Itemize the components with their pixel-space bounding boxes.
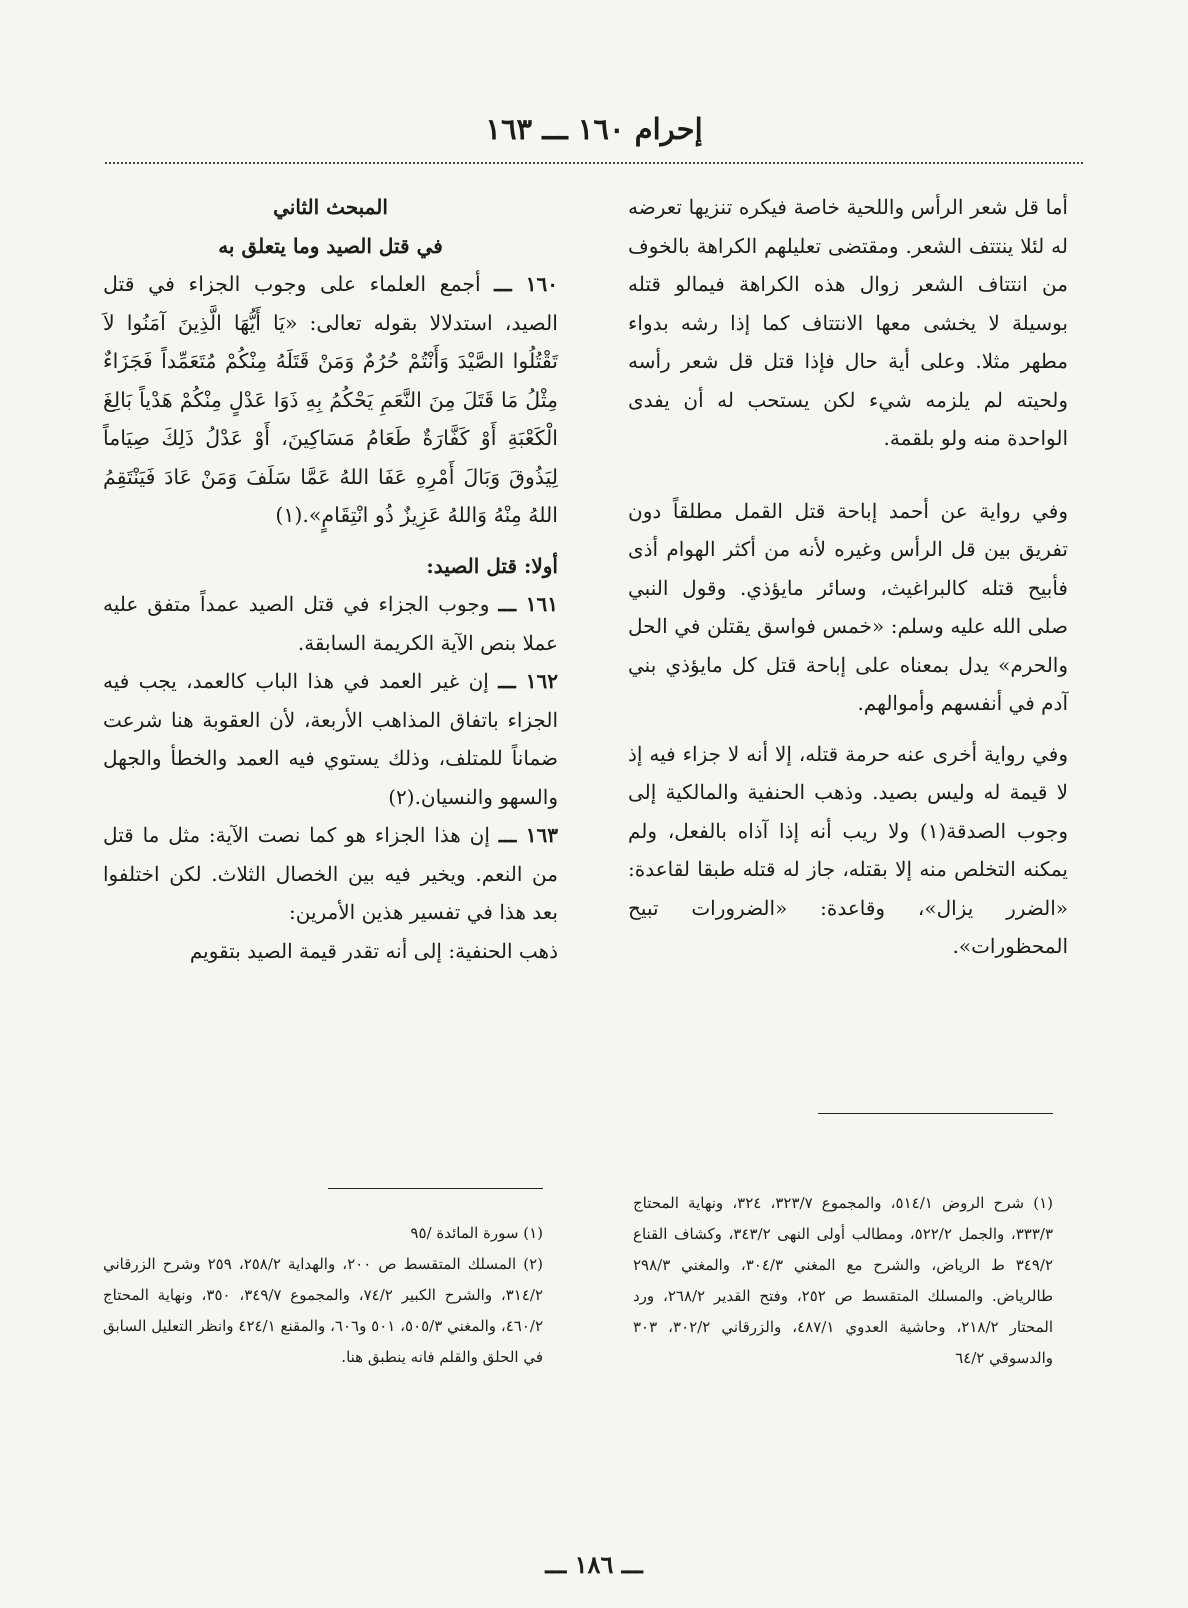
paragraph-161 bbox=[103, 585, 558, 662]
paragraph-number-163: ١٦٣ ـــ bbox=[498, 823, 558, 847]
running-header-title: إحرام ١٦٠ ـــ ١٦٣ bbox=[485, 112, 703, 146]
paragraph-162 bbox=[103, 662, 558, 816]
paragraph-text-163: إن هذا الجزاء هو كما نصت الآية: مثل ما قتل من النعم. ويخير فيه بين الخصال الثلاث. لكن اختلفوا بعد هذا في تفسير هذين الأمرين: bbox=[103, 823, 558, 924]
paragraph-text-162: إن غير العمد في هذا الباب كالعمد، يجب فيه الجزاء باتفاق المذاهب الأربعة، لأن العقوبة هنا شرعت ضماناً للمتلف، وذلك يستوي فيه العمد والخطأ والجهل والسهو والنسيان.(٢) bbox=[103, 669, 558, 809]
section-subheading: في قتل الصيد وما يتعلق به bbox=[218, 233, 443, 258]
right-column bbox=[628, 188, 1068, 966]
paragraph-text-160: أجمع العلماء على وجوب الجزاء في قتل الصيد، استدلالا بقوله تعالى: «يَا أَيُّهَا الَّذِينَ آمَنُوا لاَ تَقْتُلُوا الصَّيْدَ وَأَنْتُمْ حُرُمٌ وَمَنْ قَتَلَهُ مِنْكُمْ مُتَعَمِّداً فَجَزَاءٌ مِثْلُ مَا قَتَلَ مِنَ النَّعَمِ يَحْكُمُ بِهِ ذَوَا عَدْلٍ مِنْكُمْ هَدْياً بَالِغَ الْكَعْبَةِ أَوْ كَفَّارَةٌ طَعَامُ مَسَاكِينَ، أَوْ عَدْلُ ذَلِكَ صِيَاماً لِيَذُوقَ وَبَالَ أَمْرِهِ عَفَا اللهُ عَمَّا سَلَفَ وَمَنْ عَادَ فَيَنْتَقِمُ اللهُ مِنْهُ وَاللهُ عَزِيزٌ ذُو انْتِقَامٍ».(١) bbox=[103, 272, 558, 527]
paragraph-163 bbox=[103, 816, 558, 932]
paragraph-number-160: ١٦٠ ـــ bbox=[494, 272, 558, 296]
footnotes-left bbox=[103, 1218, 543, 1373]
left-column bbox=[103, 188, 558, 970]
footnote-1-left: (١) سورة المائدة /٩٥ bbox=[410, 1224, 543, 1242]
paragraph-spacer bbox=[628, 723, 1068, 735]
sub-heading-hunting: أولا: قتل الصيد: bbox=[426, 553, 558, 578]
footnote-divider-right bbox=[818, 1113, 1053, 1114]
paragraph-hanafi: ذهب الحنفية: إلى أنه تقدر قيمة الصيد بتقويم bbox=[189, 938, 558, 963]
paragraph-number-161: ١٦١ ـــ bbox=[498, 592, 559, 616]
paragraph-lice-ruling: أما قل شعر الرأس واللحية خاصة فيكره تنزيها تعرضه له لئلا ينتتف الشعر. ومقتضى تعليلهم الكراهة بالخوف من انتتاف الشعر زوال هذه الكراهة فيمالو قتله بوسيلة لا يخشى معها الانتتاف كما إذا رشه بدواء مطهر مثلا. وعلى أية حال فإذا قتل قل شعر رأسه ولحيته لم يلزمه شيء لكن يستحب له أن يفدى الواحدة منه ولو بلقمة. bbox=[628, 195, 1068, 450]
page-number: ـــ ١٨٦ ـــ bbox=[545, 1550, 643, 1579]
paragraph-text-161: وجوب الجزاء في قتل الصيد عمداً متفق عليه عملا بنص الآية الكريمة السابقة. bbox=[103, 592, 558, 655]
header-dotted-divider bbox=[105, 162, 1083, 164]
paragraph-spacer bbox=[628, 458, 1068, 492]
footnotes-right bbox=[633, 1188, 1053, 1374]
paragraph-spacer bbox=[103, 535, 558, 547]
paragraph-number-162: ١٦٢ ـــ bbox=[498, 669, 558, 693]
paragraph-other-narration: وفي رواية أخرى عنه حرمة قتله، إلا أنه لا جزاء فيه إذ لا قيمة له وليس بصيد. وذهب الحنفية والمالكية إلى وجوب الصدقة(١) ولا ريب أنه إذا آذاه بالفعل، ولم يمكنه التخلص منه إلا بقتله، جاز له قتله طبقا لقاعدة: «الضرر يزال»، وقاعدة: «الضرورات تبيح المحظورات». bbox=[628, 741, 1069, 958]
paragraph-ahmad-narration: وفي رواية عن أحمد إباحة قتل القمل مطلقاً دون تفريق بين قل الرأس وغيره لأنه من أكثر الهوام أذى فأبيح قتله كالبراغيث، وسائر مايؤذي. وقول النبي صلى الله عليه وسلم: «خمس فواسق يقتلن في الحل والحرم» يدل بمعناه على إباحة قتل كل مايؤذي بني آدم في أنفسهم وأموالهم. bbox=[628, 498, 1068, 715]
footnote-1-right: (١) شرح الروض ٥١٤/١، والمجموع ٣٢٣/٧، ٣٢٤، ونهاية المحتاج ٣٣٣/٣، والجمل ٥٢٢/٢، ومطالب أولى النهى ٣٤٣/٢، وكشاف القناع ٣٤٩/٢ ط الرياض، والشرح مع المغني ٣٠٤/٣، والمغني ٢٩٨/٣ طالرياض. والمسلك المتقسط ص ٢٥٢، وفتح القدير ٢٦٨/٢، ورد المحتار ٢١٨/٢، وحاشية العدوي ٤٨٧/١، والزرقاني ٣٠٢/٢، ٣٠٣ والدسوقي ٦٤/٢ bbox=[633, 1194, 1054, 1367]
footnote-divider-left bbox=[328, 1188, 543, 1189]
section-heading: المبحث الثاني bbox=[273, 195, 388, 219]
paragraph-160 bbox=[103, 265, 558, 535]
footnote-2-left: (٢) المسلك المتقسط ص ٢٠٠، والهداية ٢٥٨/٢، ٢٥٩ وشرح الزرقاني ٣١٤/٢، والشرح الكبير ٧٤/٢، والمجموع ٣٤٩/٧، ٣٥٠، ونهاية المحتاج ٤٦٠/٢، والمغني ٥٠٥/٣، ٥٠١ و٦٠٦، والمقنع ٤٢٤/١ وانظر التعليل السابق في الحلق والقلم فانه ينطبق هنا. bbox=[103, 1255, 544, 1366]
